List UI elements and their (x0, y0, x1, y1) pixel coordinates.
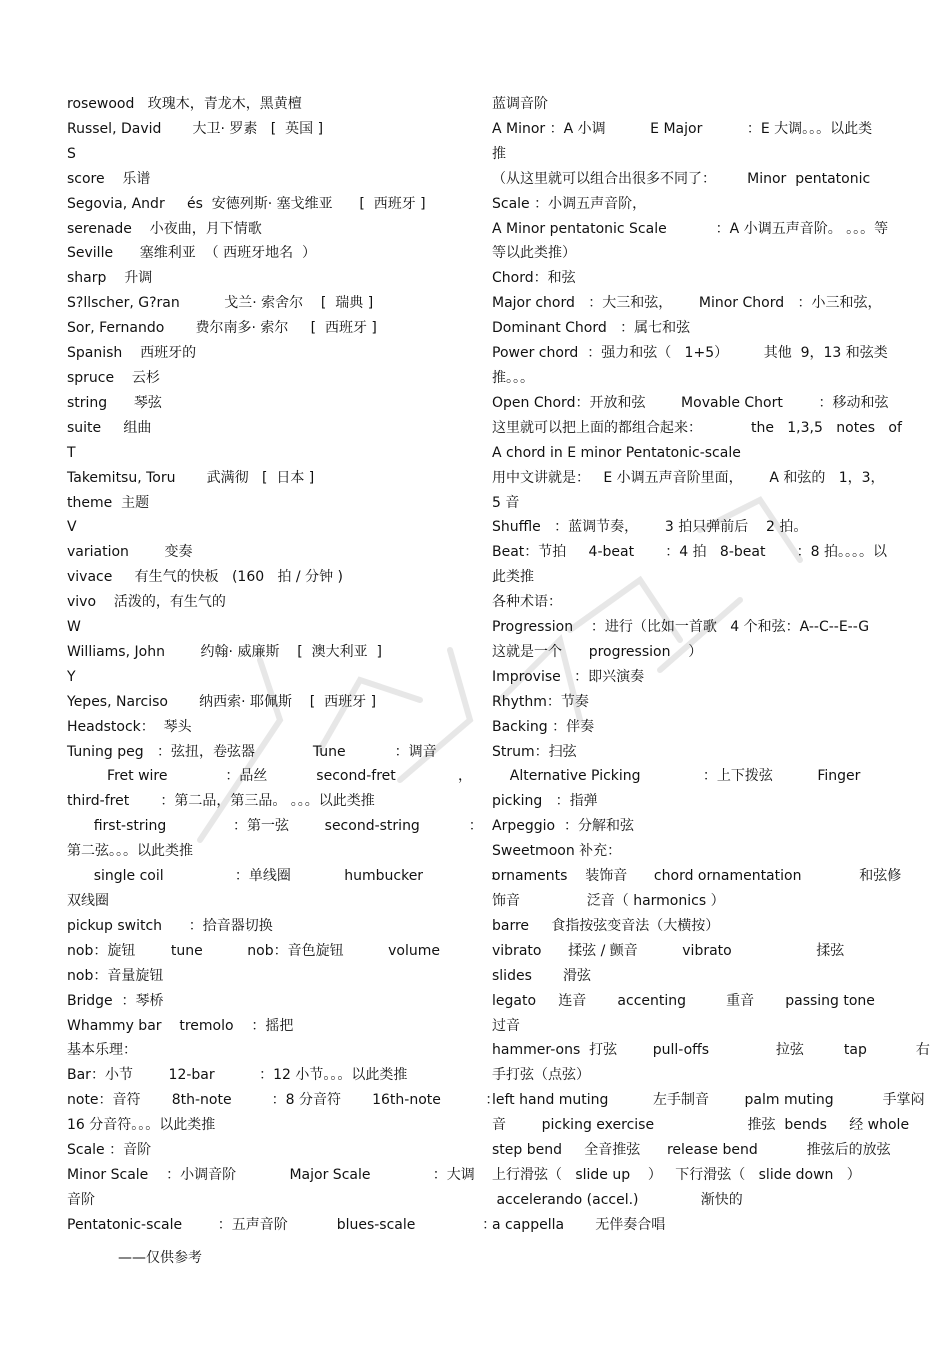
text-line: nob：音量旋钮 (67, 967, 164, 984)
text-line: ornaments 装饰音 chord ornamentation 和弦修 (492, 868, 902, 885)
text-line: Scale ：小调五声音阶， (492, 195, 647, 212)
text-line: 音 picking exercise 推弦 bends 经 whole (492, 1117, 910, 1134)
text-line: Alternative Picking ：上下拨弦 Finger (492, 768, 861, 785)
text-line: hammer-ons 打弦 pull-offs 拉弦 tap 右 (492, 1042, 930, 1059)
text-line: rosewood 玫瑰木，青龙木，黑黄檀 (67, 96, 302, 112)
text-line: 这就是一个 progression ） (492, 643, 703, 660)
text-line: 基本乐理： (67, 1042, 137, 1059)
text-line: Headstock： 琴头 (67, 718, 192, 735)
text-line: score 乐谱 (67, 170, 151, 187)
text-line: 这里就可以把上面的都组合起来： the 1,3,5 notes of (492, 419, 902, 436)
text-line: nob：旋钮 tune nob：音色旋钮 volume (67, 942, 440, 959)
text-line: picking ：指弹 (492, 793, 598, 810)
text-line: 饰音 泛音（ harmonics ） (492, 893, 725, 909)
text-line: Williams, John 约翰· 威廉斯 [ 澳大利亚 ] (67, 643, 382, 660)
text-line: Seville 塞维利亚 （ 西班牙地名 ） (67, 245, 317, 262)
text-line: Arpeggio ：分解和弦 (492, 818, 634, 835)
text-line: 16 分音符。。。以此类推 (67, 1117, 216, 1134)
text-line: 第二弦。。。以此类推 (67, 843, 193, 860)
text-line: Improvise ：即兴演奏 (492, 668, 645, 685)
text-line: 用中文讲就是： E 小调五声音阶里面， A 和弦的 1，3， (492, 469, 885, 486)
text-line: 推 (492, 145, 506, 162)
text-line: Russel, David 大卫· 罗素 [ 英国 ] (67, 120, 324, 137)
text-line: Y (67, 668, 76, 685)
text-line: 上行滑弦（ slide up ） 下行滑弦（ slide down ） (492, 1166, 861, 1183)
right-column (492, 92, 930, 1238)
text-line: third-fret ：第二品，第三品。 。。。以此类推 (67, 793, 375, 810)
text-line: barre 食指按弦变音法（大横按） (492, 917, 720, 934)
text-line: 各种术语： (492, 594, 562, 611)
text-line: vivace 有生气的快板 (160 拍 / 分钟 ) (67, 569, 344, 586)
text-line: Bar：小节 12-bar ：12 小节。。。以此类推 (67, 1067, 408, 1084)
text-line: 蓝调音阶 (492, 96, 548, 112)
text-line: A chord in E minor Pentatonic-scale (492, 444, 741, 461)
text-line: Open Chord：开放和弦 Movable Chort ：移动和弦 (492, 394, 889, 411)
text-line: 推。。。 (492, 369, 534, 386)
text-line: Major chord ：大三和弦， Minor Chord ：小三和弦， (492, 295, 882, 312)
text-line: Backing ：伴奏 (492, 718, 595, 735)
text-line: Takemitsu, Toru 武满彻 [ 日本 ] (67, 469, 315, 486)
text-line: serenade 小夜曲，月下情歌 (67, 220, 262, 237)
text-line: Sor, Fernando 费尔南多· 索尔 [ 西班牙 ] (67, 320, 377, 337)
text-line: a cappella 无伴奏合唱 (492, 1216, 666, 1233)
text-line: note：音符 8th-note ：8 分音符 16th-note ： (67, 1092, 500, 1109)
text-line: V (67, 519, 77, 536)
text-line: （从这里就可以组合出很多不同了： Minor pentatonic (492, 170, 871, 187)
text-line: 此类推 (492, 569, 534, 586)
text-line: Minor Scale ：小调音阶 Major Scale ：大调 (67, 1166, 475, 1183)
text-line: Spanish 西班牙的 (67, 345, 197, 362)
text-line: Segovia, Andr és 安德列斯· 塞戈维亚 [ 西班牙 ] (67, 195, 426, 212)
text-line: Rhythm：节奏 (492, 693, 589, 710)
text-line: single coil ：单线圈 humbucker ： (67, 868, 504, 885)
text-line: first-string ：第一弦 second-string ： (67, 818, 483, 835)
text-line: slides 滑弦 (492, 967, 592, 984)
text-line: 过音 (492, 1017, 520, 1034)
text-line: Dominant Chord ：属七和弦 (492, 320, 691, 337)
footer-note: ——仅供参考 (118, 1250, 202, 1266)
text-line: Beat：节拍 4-beat ：4 拍 8-beat ：8 拍。。。。以 (492, 544, 887, 561)
text-line: 手打弦（点弦） (492, 1067, 590, 1084)
text-line: 双线圈 (67, 893, 109, 909)
text-line: Progression ：进行（比如一首歌 4 个和弦：A--C--E--G (492, 619, 870, 636)
text-line: variation 变奏 (67, 544, 193, 561)
text-line: pickup switch ：拾音器切换 (67, 917, 273, 934)
text-line: string 琴弦 (67, 394, 162, 411)
text-line: vibrato 揉弦 / 颤音 vibrato 揉弦 (492, 942, 845, 959)
text-line: theme 主题 (67, 494, 150, 511)
text-line: accelerando (accel.) 渐快的 (492, 1191, 743, 1208)
text-line: Fret wire ：品丝 second-fret ， (67, 768, 473, 785)
text-line: suite 组曲 (67, 419, 152, 436)
left-column (67, 92, 504, 1238)
text-line: Yepes, Narciso 纳西索· 耶佩斯 [ 西班牙 ] (67, 693, 377, 710)
text-line: S?llscher, G?ran 戈兰· 索舍尔 [ 瑞典 ] (67, 295, 374, 312)
text-line: A Minor pentatonic Scale ：A 小调五声音阶。 。。。等 (492, 220, 889, 237)
text-line: W (67, 619, 81, 636)
text-line: S (67, 145, 76, 162)
text-line: Power chord ：强力和弦（ 1+5） 其他 9，13 和弦类 (492, 345, 888, 362)
text-line: Shuffle ：蓝调节奏， 3 拍只弹前后 2 拍。 (492, 519, 808, 536)
text-line: T (67, 444, 76, 461)
text-line: vivo 活泼的，有生气的 (67, 594, 226, 611)
text-line: Sweetmoon 补充： (492, 843, 622, 860)
text-line: 5 音 (492, 494, 520, 511)
text-line: step bend 全音推弦 release bend 推弦后的放弦 (492, 1142, 891, 1159)
text-line: Whammy bar tremolo ：摇把 (67, 1017, 294, 1034)
text-line: Chord：和弦 (492, 270, 576, 287)
text-line: Bridge ：琴桥 (67, 992, 164, 1009)
text-line: A Minor ：A 小调 E Major ：E 大调。。。以此类 (492, 120, 873, 137)
text-line: Strum：扫弦 (492, 743, 577, 760)
text-line: left hand muting 左手制音 palm muting 手掌闷 (492, 1092, 925, 1109)
text-line: Pentatonic-scale ：五声音阶 blues-scale ： (67, 1216, 497, 1233)
text-line: 等以此类推） (492, 245, 576, 262)
text-line: Tuning peg ：弦扭，卷弦器 Tune ：调音 (67, 743, 437, 760)
text-line: 音阶 (67, 1191, 95, 1208)
text-line: sharp 升调 (67, 270, 153, 287)
text-line: Scale ：音阶 (67, 1142, 152, 1159)
text-line: legato 连音 accenting 重音 passing tone (492, 992, 875, 1009)
text-line: spruce 云杉 (67, 369, 160, 386)
